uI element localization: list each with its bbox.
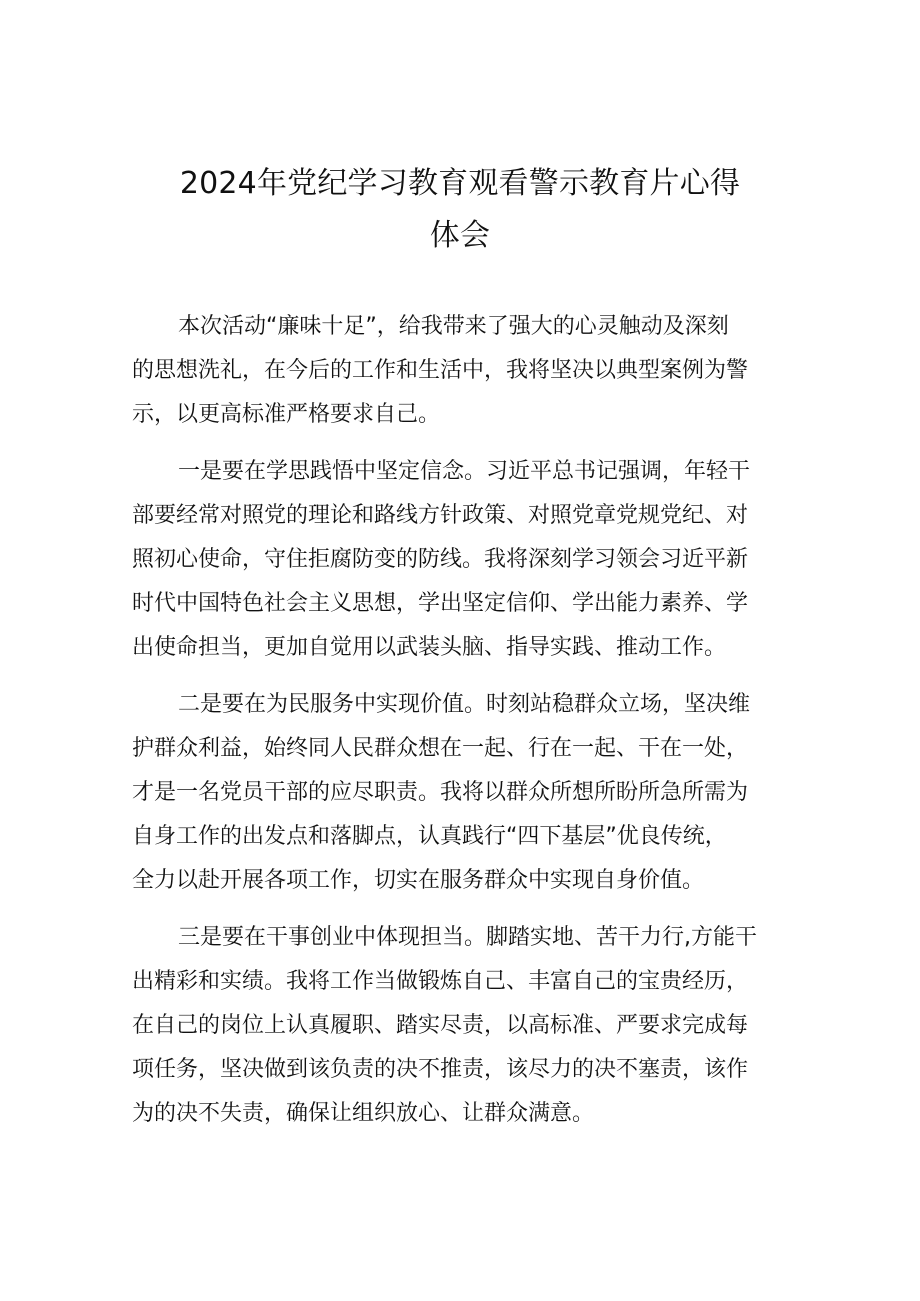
paragraph-line: 在自己的岗位上认真履职、踏实尽责，以高标准、严要求完成每 (132, 1013, 749, 1039)
paragraph-line: 示，以更高标准严格要求自己。 (132, 402, 441, 428)
paragraph-point-three (132, 916, 792, 1137)
paragraph-intro (132, 305, 792, 438)
paragraph-line: 项任务，坚决做到该负责的决不推责，该尽力的决不塞责，该作 (132, 1057, 749, 1083)
paragraph-line: 为的决不失责，确保让组织放心、让群众满意。 (132, 1101, 595, 1127)
paragraph-point-one (132, 450, 792, 671)
paragraph-line: 本次活动“廉味十足”，给我带来了强大的心灵触动及深刻 (178, 314, 729, 339)
paragraph-line: 出精彩和实绩。我将工作当做锻炼自己、丰富自己的宝贵经历， (132, 968, 749, 994)
paragraph-point-two (132, 683, 792, 904)
title-line: 体会 (429, 218, 491, 253)
paragraph-line: 出使命担当，更加自觉用以武装头脑、指导实践、推动工作。 (132, 635, 727, 661)
paragraph-line: 部要经常对照党的理论和路线方针政策、对照党章党规党纪、对 (132, 502, 749, 528)
paragraph-line: 全力以赴开展各项工作，切实在服务群众中实现自身价值。 (132, 868, 705, 894)
paragraph-line: 时代中国特色社会主义思想，学出坚定信仰、学出能力素养、学 (132, 591, 749, 617)
paragraph-line: 三是要在干事创业中体现担当。脚踏实地、苦干力行,方能干 (178, 924, 757, 950)
paragraph-line: 的思想洗礼，在今后的工作和生活中，我将坚决以典型案例为警 (132, 358, 749, 384)
paragraph-line: 照初心使命，守住拒腐防变的防线。我将深刻学习领会习近平新 (132, 547, 749, 573)
paragraph-line: 一是要在学思践悟中坚定信念。习近平总书记强调，年轻干 (178, 458, 751, 484)
paragraph-line: 自身工作的出发点和落脚点，认真践行“四下基层”优良传统， (132, 824, 727, 850)
paragraph-line: 护群众利益，始终同人民群众想在一起、行在一起、干在一处， (132, 735, 749, 761)
paragraph-line: 才是一名党员干部的应尽职责。我将以群众所想所盼所急所需为 (132, 780, 749, 806)
title-line: 2024年党纪学习教育观看警示教育片心得 (179, 166, 741, 201)
document-body (132, 305, 792, 1149)
document-title (132, 158, 788, 262)
paragraph-line: 二是要在为民服务中实现价值。时刻站稳群众立场，坚决维 (178, 691, 751, 717)
